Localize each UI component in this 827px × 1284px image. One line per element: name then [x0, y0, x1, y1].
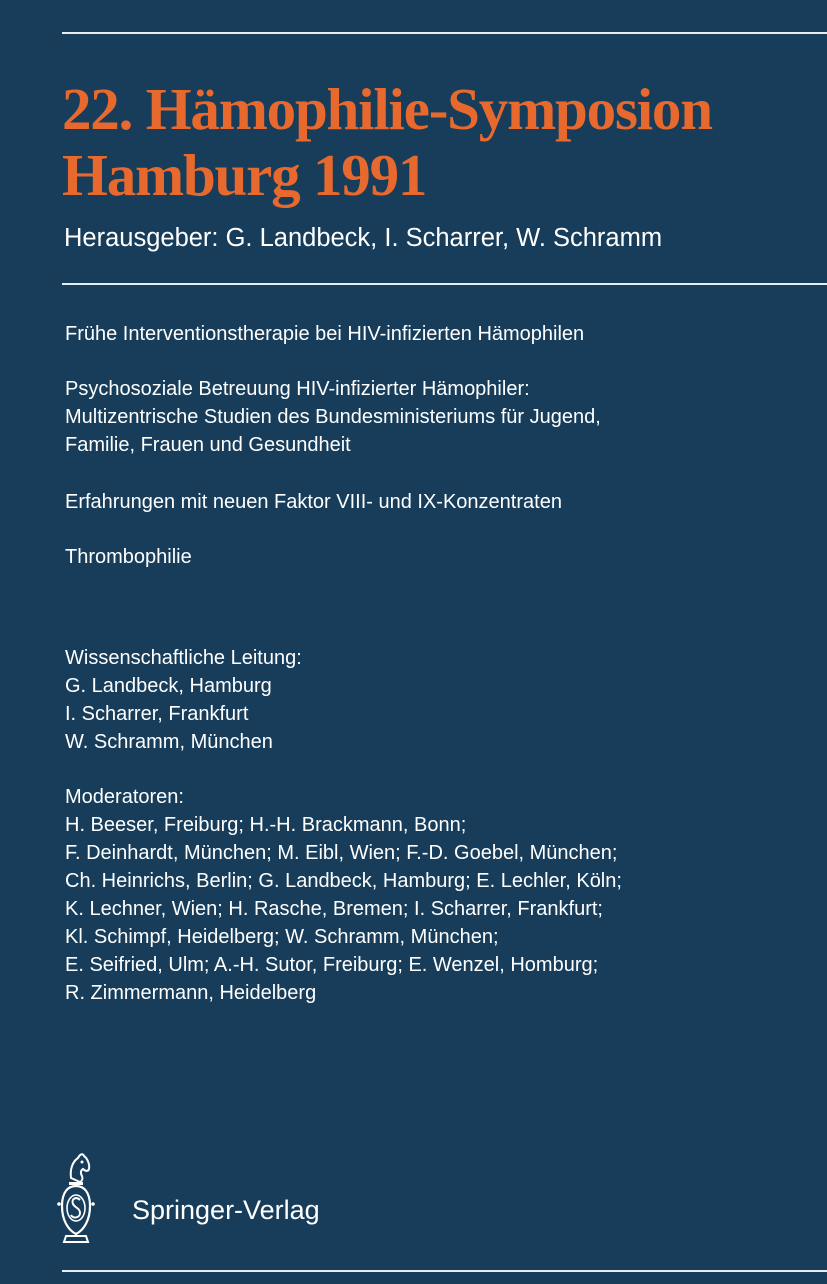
topic-2	[65, 375, 601, 459]
editors: Herausgeber: G. Landbeck, I. Scharrer, W. Schramm	[64, 224, 663, 252]
book-title	[62, 76, 712, 208]
topic-line: Multizentrische Studien des Bundesministeriums für Jugend,	[65, 406, 601, 428]
middle-rule	[62, 283, 827, 285]
topic-1	[65, 320, 584, 348]
topic-3	[65, 488, 562, 516]
moderators-line: F. Deinhardt, München; M. Eibl, Wien; F.-D. Goebel, München;	[65, 842, 618, 864]
scientific-lead-name: G. Landbeck, Hamburg	[65, 675, 272, 697]
title-line-1: 22. Hämophilie-Symposion	[62, 76, 712, 142]
moderators-line: Kl. Schimpf, Heidelberg; W. Schramm, München;	[65, 926, 499, 948]
moderators-line: E. Seifried, Ulm; A.-H. Sutor, Freiburg; E. Wenzel, Homburg;	[65, 954, 599, 976]
moderators-line: H. Beeser, Freiburg; H.-H. Brackmann, Bonn;	[65, 814, 467, 836]
moderators-line: Ch. Heinrichs, Berlin; G. Landbeck, Hamburg; E. Lechler, Köln;	[65, 870, 622, 892]
scientific-lead	[65, 644, 302, 756]
topic-line: Frühe Interventionstherapie bei HIV-infizierten Hämophilen	[65, 323, 585, 345]
scientific-lead-heading: Wissenschaftliche Leitung:	[65, 647, 302, 669]
bottom-rule	[62, 1270, 827, 1272]
publisher	[54, 1148, 320, 1248]
scientific-lead-name: I. Scharrer, Frankfurt	[65, 703, 249, 725]
topic-line: Thrombophilie	[65, 546, 192, 568]
topic-line: Erfahrungen mit neuen Faktor VIII- und IX-Konzentraten	[65, 491, 562, 513]
moderators-line: K. Lechner, Wien; H. Rasche, Bremen; I. Scharrer, Frankfurt;	[65, 898, 603, 920]
topic-line: Familie, Frauen und Gesundheit	[65, 434, 351, 456]
topic-line: Psychosoziale Betreuung HIV-infizierter Hämophiler:	[65, 378, 530, 400]
moderators	[65, 783, 622, 1007]
top-rule	[62, 32, 827, 34]
topic-4	[65, 543, 192, 571]
moderators-heading: Moderatoren:	[65, 786, 184, 808]
moderators-line: R. Zimmermann, Heidelberg	[65, 982, 317, 1004]
publisher-name: Springer-Verlag	[132, 1195, 320, 1225]
springer-chess-knight-logo-icon	[54, 1148, 98, 1248]
title-line-2: Hamburg 1991	[62, 142, 427, 208]
scientific-lead-name: W. Schramm, München	[65, 731, 273, 753]
